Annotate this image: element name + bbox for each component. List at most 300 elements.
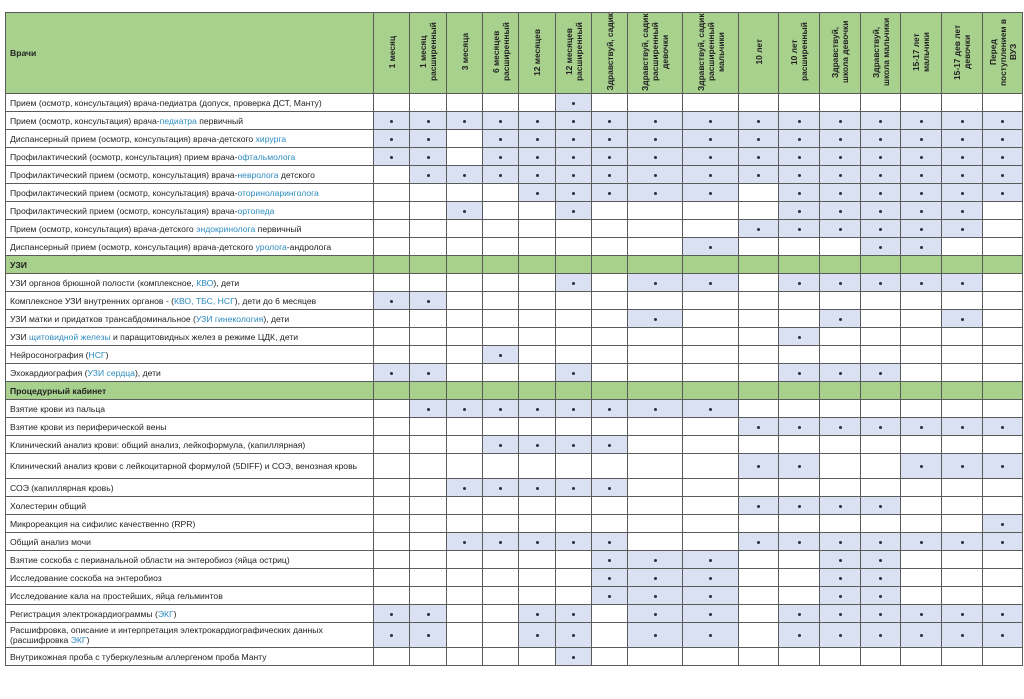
column-header — [861, 13, 901, 94]
included-cell — [410, 623, 447, 648]
service-text: Исследование соскоба на энтеробиоз — [10, 572, 162, 583]
empty-cell — [861, 515, 901, 533]
empty-cell — [483, 497, 519, 515]
service-link[interactable]: щитовидной железы — [29, 331, 111, 342]
empty-cell — [447, 292, 483, 310]
service-link[interactable]: эндокринолога — [196, 223, 256, 234]
empty-cell — [447, 346, 483, 364]
included-marker-icon — [920, 174, 923, 177]
included-cell — [901, 623, 942, 648]
empty-cell — [519, 418, 556, 436]
empty-cell — [983, 551, 1023, 569]
empty-cell — [519, 364, 556, 382]
table-row — [6, 587, 1023, 605]
service-link[interactable]: УЗИ гинекология — [195, 313, 264, 324]
included-marker-icon — [709, 138, 712, 141]
included-marker-icon — [427, 138, 430, 141]
included-marker-icon — [839, 505, 842, 508]
included-marker-icon — [654, 138, 657, 141]
empty-cell — [901, 648, 942, 666]
empty-cell — [447, 551, 483, 569]
included-marker-icon — [608, 595, 611, 598]
empty-cell — [628, 497, 683, 515]
empty-cell — [739, 238, 779, 256]
empty-cell — [983, 238, 1023, 256]
included-cell — [983, 515, 1023, 533]
service-name — [6, 497, 374, 515]
empty-cell — [592, 648, 628, 666]
included-marker-icon — [839, 210, 842, 213]
included-cell — [374, 130, 410, 148]
included-marker-icon — [572, 487, 575, 490]
included-marker-icon — [920, 282, 923, 285]
column-header — [410, 13, 447, 94]
empty-cell — [447, 454, 483, 479]
included-marker-icon — [879, 210, 882, 213]
included-cell — [901, 605, 942, 623]
column-header-label: 15-17 лет мальчики — [911, 32, 931, 72]
included-marker-icon — [920, 156, 923, 159]
included-marker-icon — [879, 541, 882, 544]
included-cell — [942, 148, 983, 166]
included-cell — [519, 112, 556, 130]
included-marker-icon — [961, 174, 964, 177]
included-cell — [820, 418, 861, 436]
service-link[interactable]: КВО — [196, 277, 214, 288]
included-marker-icon — [709, 559, 712, 562]
empty-cell — [556, 497, 592, 515]
service-link[interactable]: оториноларинголога — [237, 187, 319, 198]
included-marker-icon — [757, 120, 760, 123]
empty-cell — [556, 587, 592, 605]
included-cell — [739, 148, 779, 166]
included-cell — [779, 112, 820, 130]
included-cell — [901, 166, 942, 184]
section-fill-cell — [374, 256, 410, 274]
empty-cell — [901, 346, 942, 364]
column-header-label: 6 месяцев расширенный — [490, 22, 511, 82]
service-name — [6, 648, 374, 666]
included-cell — [374, 605, 410, 623]
empty-cell — [861, 310, 901, 328]
included-marker-icon — [499, 354, 502, 357]
section-fill-cell — [556, 382, 592, 400]
included-marker-icon — [920, 228, 923, 231]
included-cell — [983, 166, 1023, 184]
included-cell — [820, 166, 861, 184]
included-cell — [628, 400, 683, 418]
included-marker-icon — [879, 156, 882, 159]
included-marker-icon — [608, 577, 611, 580]
included-cell — [739, 454, 779, 479]
empty-cell — [447, 184, 483, 202]
included-marker-icon — [961, 228, 964, 231]
service-link[interactable]: хирурга — [255, 133, 287, 144]
included-marker-icon — [536, 444, 539, 447]
service-name — [6, 418, 374, 436]
included-cell — [483, 112, 519, 130]
service-text: Взятие крови из пальца — [10, 403, 106, 414]
included-marker-icon — [798, 228, 801, 231]
empty-cell — [447, 648, 483, 666]
included-cell — [592, 400, 628, 418]
empty-cell — [628, 515, 683, 533]
empty-cell — [410, 220, 447, 238]
service-link[interactable]: ортопеда — [237, 205, 275, 216]
service-text: Комплексное УЗИ внутренних органов - ( — [10, 295, 174, 306]
included-marker-icon — [961, 426, 964, 429]
empty-cell — [374, 184, 410, 202]
included-cell — [592, 533, 628, 551]
table-row — [6, 202, 1023, 220]
service-name — [6, 274, 374, 292]
empty-cell — [519, 587, 556, 605]
included-cell — [556, 166, 592, 184]
empty-cell — [628, 292, 683, 310]
included-marker-icon — [536, 541, 539, 544]
included-cell — [556, 112, 592, 130]
service-name — [6, 533, 374, 551]
service-name — [6, 202, 374, 220]
empty-cell — [519, 220, 556, 238]
included-marker-icon — [572, 210, 575, 213]
empty-cell — [983, 202, 1023, 220]
empty-cell — [374, 220, 410, 238]
included-marker-icon — [572, 138, 575, 141]
table-row — [6, 310, 1023, 328]
empty-cell — [739, 648, 779, 666]
included-cell — [861, 166, 901, 184]
empty-cell — [739, 202, 779, 220]
included-cell — [447, 479, 483, 497]
included-marker-icon — [709, 577, 712, 580]
empty-cell — [942, 648, 983, 666]
service-text: ), дети — [134, 367, 161, 378]
column-header — [779, 13, 820, 94]
included-cell — [983, 184, 1023, 202]
section-fill-cell — [683, 382, 739, 400]
empty-cell — [983, 436, 1023, 454]
empty-cell — [374, 202, 410, 220]
included-cell — [861, 364, 901, 382]
included-marker-icon — [654, 282, 657, 285]
empty-cell — [942, 364, 983, 382]
included-marker-icon — [1001, 138, 1004, 141]
service-link[interactable]: невролога — [237, 169, 279, 180]
included-marker-icon — [390, 613, 393, 616]
empty-cell — [983, 220, 1023, 238]
included-cell — [592, 479, 628, 497]
included-marker-icon — [879, 505, 882, 508]
column-header — [556, 13, 592, 94]
empty-cell — [901, 569, 942, 587]
empty-cell — [983, 328, 1023, 346]
table-row — [6, 292, 1023, 310]
empty-cell — [983, 497, 1023, 515]
empty-cell — [556, 418, 592, 436]
included-marker-icon — [463, 210, 466, 213]
included-marker-icon — [879, 634, 882, 637]
empty-cell — [901, 328, 942, 346]
included-marker-icon — [390, 634, 393, 637]
service-link[interactable]: офтальмолога — [237, 151, 296, 162]
column-header — [483, 13, 519, 94]
empty-cell — [901, 436, 942, 454]
included-marker-icon — [798, 336, 801, 339]
included-cell — [628, 605, 683, 623]
included-marker-icon — [709, 613, 712, 616]
included-marker-icon — [879, 138, 882, 141]
included-cell — [683, 400, 739, 418]
included-cell — [556, 130, 592, 148]
included-cell — [447, 202, 483, 220]
included-cell — [779, 184, 820, 202]
included-cell — [983, 533, 1023, 551]
column-header-label: Перед поступлением в ВУЗ — [987, 18, 1018, 86]
column-header — [447, 13, 483, 94]
included-marker-icon — [654, 408, 657, 411]
included-marker-icon — [839, 372, 842, 375]
service-text: первичный — [255, 223, 302, 234]
service-name — [6, 400, 374, 418]
included-marker-icon — [879, 174, 882, 177]
service-link[interactable]: НСГ — [88, 349, 106, 360]
included-cell — [779, 418, 820, 436]
included-cell — [820, 497, 861, 515]
section-fill-cell — [556, 256, 592, 274]
included-marker-icon — [839, 192, 842, 195]
empty-cell — [942, 292, 983, 310]
included-marker-icon — [572, 408, 575, 411]
included-cell — [942, 533, 983, 551]
included-cell — [483, 166, 519, 184]
empty-cell — [779, 346, 820, 364]
included-marker-icon — [920, 613, 923, 616]
included-marker-icon — [427, 174, 430, 177]
included-cell — [820, 184, 861, 202]
included-marker-icon — [463, 174, 466, 177]
empty-cell — [739, 515, 779, 533]
included-cell — [447, 112, 483, 130]
included-cell — [592, 112, 628, 130]
empty-cell — [556, 454, 592, 479]
empty-cell — [983, 346, 1023, 364]
included-cell — [628, 184, 683, 202]
included-cell — [739, 418, 779, 436]
service-text: Профилактический прием (осмотр, консультация) врача- — [10, 205, 238, 216]
included-cell — [683, 274, 739, 292]
included-marker-icon — [572, 192, 575, 195]
empty-cell — [779, 436, 820, 454]
included-cell — [942, 623, 983, 648]
included-cell — [556, 274, 592, 292]
included-cell — [683, 112, 739, 130]
empty-cell — [779, 587, 820, 605]
section-fill-cell — [779, 382, 820, 400]
included-marker-icon — [572, 444, 575, 447]
included-marker-icon — [961, 318, 964, 321]
empty-cell — [374, 328, 410, 346]
included-marker-icon — [709, 408, 712, 411]
service-link[interactable]: ЭКГ — [157, 608, 174, 619]
empty-cell — [447, 148, 483, 166]
service-link[interactable]: КВО, ТБС, НСГ — [173, 295, 235, 306]
included-marker-icon — [839, 541, 842, 544]
included-marker-icon — [1001, 192, 1004, 195]
empty-cell — [739, 623, 779, 648]
included-cell — [983, 605, 1023, 623]
section-fill-cell — [861, 382, 901, 400]
included-marker-icon — [920, 541, 923, 544]
included-cell — [739, 497, 779, 515]
empty-cell — [683, 94, 739, 112]
empty-cell — [374, 587, 410, 605]
empty-cell — [983, 364, 1023, 382]
column-header-label: 10 лет расширенный — [789, 22, 809, 82]
included-marker-icon — [839, 595, 842, 598]
empty-cell — [901, 310, 942, 328]
section-row — [6, 382, 1023, 400]
service-link[interactable]: уролога — [255, 241, 287, 252]
included-cell — [628, 587, 683, 605]
included-cell — [556, 364, 592, 382]
included-marker-icon — [1001, 613, 1004, 616]
service-text: УЗИ органов брюшной полости (комплексное, — [10, 277, 197, 288]
service-text: Микрореакция на сифилис качественно (RPR) — [10, 518, 196, 529]
service-text: Взятие соскоба с перианальной области на энтеробиоз (яйца остриц) — [10, 554, 290, 565]
included-marker-icon — [798, 156, 801, 159]
service-text: УЗИ матки и придатков трансабдоминальное ( — [10, 313, 196, 324]
service-text: Диспансерный прием (осмотр, консультация) врача-детского — [10, 133, 256, 144]
empty-cell — [447, 605, 483, 623]
included-marker-icon — [839, 228, 842, 231]
empty-cell — [410, 479, 447, 497]
empty-cell — [683, 346, 739, 364]
empty-cell — [483, 569, 519, 587]
empty-cell — [519, 648, 556, 666]
empty-cell — [592, 238, 628, 256]
included-marker-icon — [920, 465, 923, 468]
included-cell — [683, 623, 739, 648]
included-cell — [901, 454, 942, 479]
included-marker-icon — [920, 138, 923, 141]
empty-cell — [519, 569, 556, 587]
service-link[interactable]: УЗИ сердца — [87, 367, 135, 378]
empty-cell — [374, 346, 410, 364]
service-link[interactable]: ЭКГ — [70, 635, 87, 645]
empty-cell — [483, 551, 519, 569]
included-cell — [901, 220, 942, 238]
empty-cell — [901, 364, 942, 382]
included-cell — [519, 623, 556, 648]
empty-cell — [447, 436, 483, 454]
included-cell — [861, 238, 901, 256]
included-cell — [628, 310, 683, 328]
included-marker-icon — [839, 174, 842, 177]
empty-cell — [374, 166, 410, 184]
empty-cell — [374, 454, 410, 479]
included-cell — [779, 533, 820, 551]
service-text: Холестерин общий — [10, 500, 87, 511]
included-cell — [901, 274, 942, 292]
column-header — [983, 13, 1023, 94]
included-cell — [820, 587, 861, 605]
included-cell — [861, 497, 901, 515]
empty-cell — [628, 328, 683, 346]
empty-cell — [683, 220, 739, 238]
empty-cell — [556, 328, 592, 346]
included-cell — [483, 400, 519, 418]
included-marker-icon — [536, 174, 539, 177]
included-cell — [820, 605, 861, 623]
empty-cell — [628, 418, 683, 436]
empty-cell — [628, 648, 683, 666]
included-cell — [779, 148, 820, 166]
included-marker-icon — [839, 577, 842, 580]
included-marker-icon — [390, 372, 393, 375]
included-marker-icon — [608, 120, 611, 123]
empty-cell — [483, 623, 519, 648]
empty-cell — [483, 292, 519, 310]
included-marker-icon — [709, 192, 712, 195]
included-marker-icon — [757, 541, 760, 544]
empty-cell — [447, 515, 483, 533]
section-title: Процедурный кабинет — [6, 382, 374, 400]
service-name — [6, 605, 374, 623]
included-marker-icon — [839, 613, 842, 616]
empty-cell — [628, 238, 683, 256]
included-cell — [410, 292, 447, 310]
included-marker-icon — [961, 465, 964, 468]
empty-cell — [447, 587, 483, 605]
empty-cell — [483, 515, 519, 533]
included-marker-icon — [920, 192, 923, 195]
included-cell — [779, 497, 820, 515]
empty-cell — [447, 364, 483, 382]
included-cell — [779, 454, 820, 479]
included-cell — [779, 166, 820, 184]
included-cell — [556, 605, 592, 623]
included-marker-icon — [1001, 465, 1004, 468]
service-text: СОЭ (капиллярная кровь) — [10, 482, 114, 493]
empty-cell — [592, 418, 628, 436]
service-text: Прием (осмотр, консультация) врача- — [10, 115, 160, 126]
empty-cell — [983, 310, 1023, 328]
empty-cell — [983, 587, 1023, 605]
empty-cell — [483, 648, 519, 666]
included-cell — [779, 274, 820, 292]
empty-cell — [410, 274, 447, 292]
empty-cell — [942, 346, 983, 364]
empty-cell — [901, 292, 942, 310]
service-link[interactable]: педиатра — [159, 115, 197, 126]
service-name — [6, 346, 374, 364]
empty-cell — [519, 274, 556, 292]
section-fill-cell — [739, 256, 779, 274]
section-fill-cell — [942, 382, 983, 400]
included-marker-icon — [839, 138, 842, 141]
empty-cell — [410, 94, 447, 112]
section-fill-cell — [410, 382, 447, 400]
empty-cell — [410, 569, 447, 587]
empty-cell — [683, 328, 739, 346]
empty-cell — [983, 94, 1023, 112]
included-cell — [901, 238, 942, 256]
empty-cell — [942, 497, 983, 515]
included-cell — [628, 274, 683, 292]
service-text: Исследование кала на простейших, яйца гельминтов — [10, 590, 223, 601]
included-cell — [820, 220, 861, 238]
